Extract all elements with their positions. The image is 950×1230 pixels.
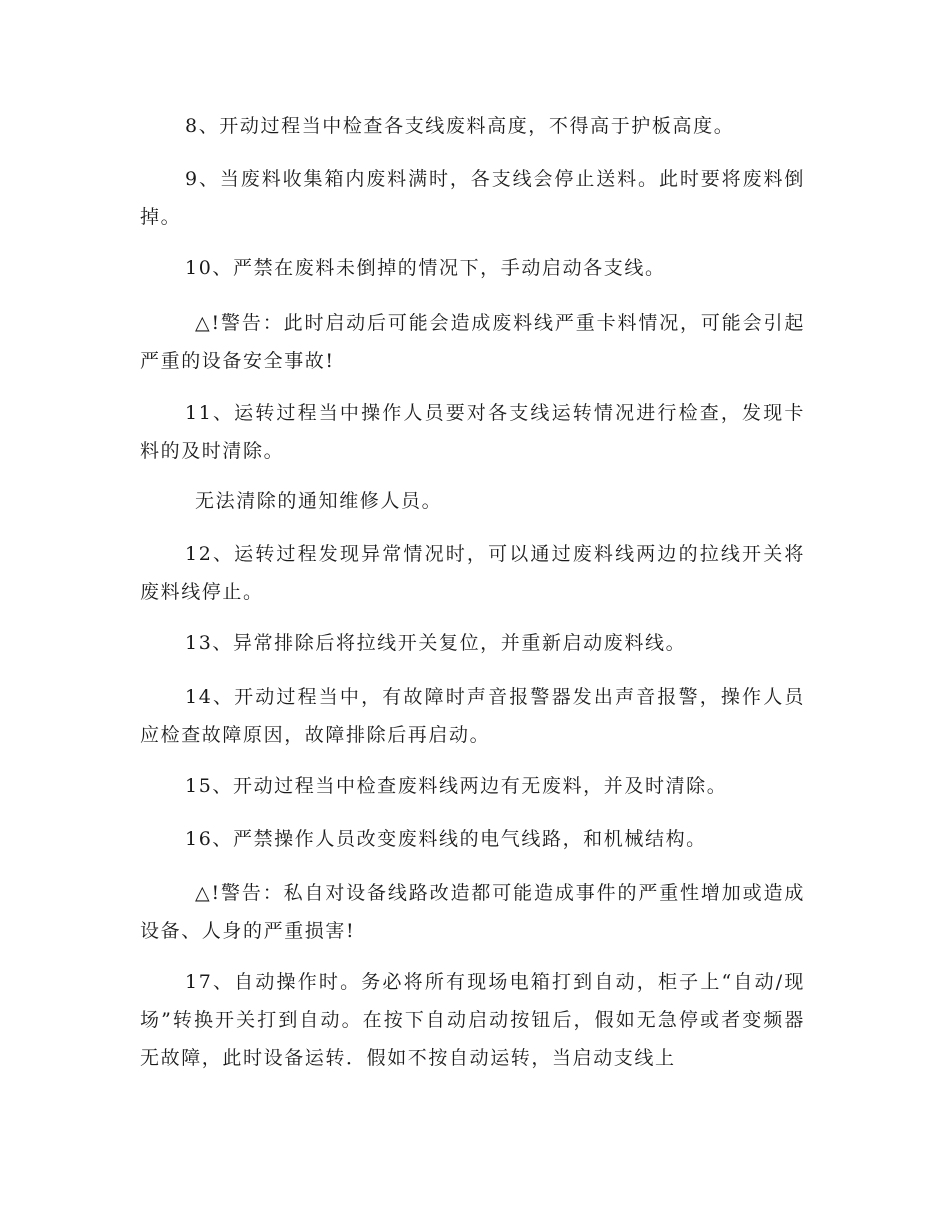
paragraph-17: 17、自动操作时。务必将所有现场电箱打到自动，柜子上“自动/现场”转换开关打到自动。在按下自动启动按钮后，假如无急停或者变频器无故障，此时设备运转．假如不按自动运转，当启动支线上 — [140, 971, 805, 1069]
paragraph-13: 13、异常排除后将拉线开关复位，并重新启动废料线。 — [185, 632, 687, 654]
paragraph-15: 15、开动过程当中检查废料线两边有无废料，并及时清除。 — [185, 775, 728, 797]
paragraph-12: 12、运转过程发现异常情况时，可以通过废料线两边的拉线开关将废料线停止。 — [140, 543, 805, 603]
paragraph-16: 16、严禁操作人员改变废料线的电气线路，和机械结构。 — [185, 828, 707, 850]
warning-paragraph-1: △!警告：此时启动后可能会造成废料线严重卡料情况，可能会引起严重的设备安全事故! — [140, 312, 805, 372]
paragraph-14: 14、开动过程当中，有故障时声音报警器发出声音报警，操作人员应检查故障原因，故障排除后再启动。 — [140, 686, 805, 746]
paragraph-10: 10、严禁在废料未倒掉的情况下，手动启动各支线。 — [185, 257, 666, 279]
paragraph-11: 11、运转过程当中操作人员要对各支线运转情况进行检查，发现卡料的及时清除。 — [140, 402, 805, 462]
warning-paragraph-2: △!警告：私自对设备线路改造都可能造成事件的严重性增加或造成设备、人身的严重损害! — [140, 882, 805, 942]
paragraph-11-continued: 无法清除的通知维修人员。 — [195, 490, 443, 512]
paragraph-8: 8、开动过程当中检查各支线废料高度，不得高于护板高度。 — [185, 115, 735, 137]
paragraph-9: 9、当废料收集箱内废料满时，各支线会停止送料。此时要将废料倒掉。 — [140, 168, 805, 228]
